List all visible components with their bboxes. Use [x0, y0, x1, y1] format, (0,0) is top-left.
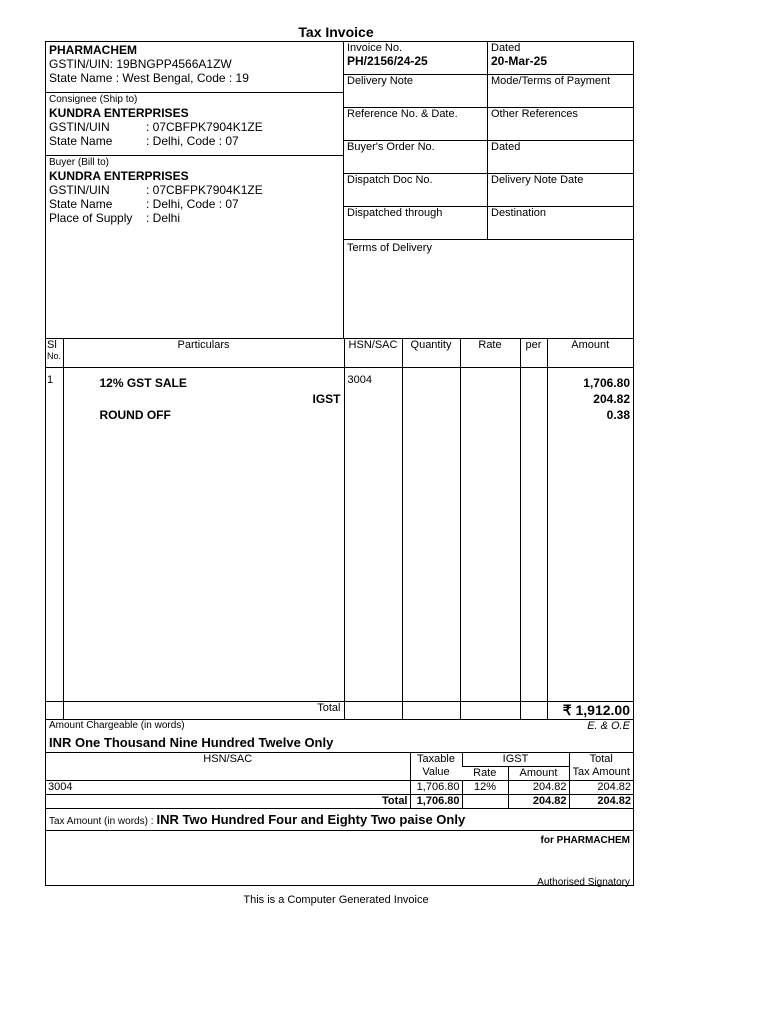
tax-row-total: 204.82 [569, 780, 633, 794]
tax-words-row [46, 808, 633, 831]
tax-hsn-header: HSN/SAC [46, 753, 410, 781]
tax-row-taxable: 1,706.80 [410, 780, 462, 794]
seller-block [46, 42, 343, 93]
tax-summary-table [46, 753, 633, 808]
consignee-name: KUNDRA ENTERPRISES [49, 106, 189, 120]
amount-header: Amount [547, 339, 633, 367]
consignee-label: Consignee (Ship to) [49, 94, 138, 105]
round-off-amount: 0.38 [606, 407, 630, 422]
per-header: per [520, 339, 547, 367]
tax-row-amount: 204.82 [508, 780, 569, 794]
items-section [46, 338, 633, 891]
destination-label: Destination [491, 207, 547, 219]
round-off-description: ROUND OFF [99, 407, 171, 422]
meta-row-dispatched [344, 207, 633, 240]
taxable-header-2: Value [422, 766, 450, 778]
buyer-gstin-value: : 07CBFPK7904K1ZE [146, 183, 263, 197]
consignee-gstin-key: GSTIN/UIN [49, 120, 110, 134]
tax-amount-in-words: INR Two Hundred Four and Eighty Two paise Only [156, 811, 466, 827]
amount-words-label-row [46, 720, 633, 732]
signature-block [46, 831, 633, 891]
meta-row-dispatch [344, 174, 633, 207]
igst-header: IGST [462, 753, 569, 767]
meta-row-invoice [344, 42, 633, 75]
sl-header: Sl [47, 339, 57, 351]
item-hsn: 3004 [344, 367, 402, 701]
taxable-header-1: Taxable [417, 753, 455, 765]
authorised-signatory: Authorised Signatory [537, 876, 630, 888]
consignee-gstin-value: : 07CBFPK7904K1ZE [146, 120, 263, 134]
item-description: 12% GST SALE [99, 375, 187, 390]
buyer-state-key: State Name [49, 197, 113, 211]
party-details [46, 42, 344, 338]
seller-state: State Name : West Bengal, Code : 19 [49, 71, 249, 85]
amount-words-label: Amount Chargeable (in words) [49, 719, 185, 731]
items-total-row [46, 701, 633, 719]
tax-row [46, 780, 633, 794]
invoice-no-value: PH/2156/24-25 [347, 54, 428, 68]
place-of-supply-value: : Delhi [146, 211, 181, 225]
buyer-label: Buyer (Bill to) [49, 157, 110, 168]
items-table [46, 339, 633, 720]
quantity-header: Quantity [402, 339, 460, 367]
tax-total-taxable: 1,706.80 [410, 794, 462, 808]
items-total-label: Total [63, 701, 344, 719]
grand-total: ₹ 1,912.00 [547, 701, 633, 719]
total-tax-header-1: Total [589, 753, 613, 765]
invoice-meta [344, 42, 633, 256]
igst-rate-header: Rate [462, 766, 508, 780]
hsn-header: HSN/SAC [344, 339, 402, 367]
meta-row-reference [344, 108, 633, 141]
dispatched-through-label: Dispatched through [344, 207, 488, 239]
meta-row-delivery [344, 75, 633, 108]
particulars-header: Particulars [63, 339, 344, 367]
tax-total-label: Total [382, 794, 408, 807]
dated-value: 20-Mar-25 [491, 54, 548, 68]
consignee-block [46, 93, 343, 156]
igst-amount-header: Amount [508, 766, 569, 780]
buyer-block [46, 156, 343, 226]
total-tax-header-2: Tax Amount [572, 766, 630, 778]
amount-in-words: INR One Thousand Nine Hundred Twelve Only [46, 732, 633, 753]
seller-name: PHARMACHEM [49, 43, 137, 57]
buyers-order-label: Buyer's Order No. [344, 141, 488, 173]
place-of-supply-key: Place of Supply [49, 211, 133, 225]
seller-gstin: GSTIN/UIN: 19BNGPP4566A1ZW [49, 57, 232, 71]
tax-total-amount: 204.82 [508, 794, 569, 808]
sl-no-header: No. [47, 351, 62, 361]
eoe-label: E. & O.E [587, 719, 630, 732]
delivery-note-label: Delivery Note [344, 75, 488, 107]
consignee-state-value: : Delhi, Code : 07 [146, 134, 239, 148]
items-body-row [46, 367, 633, 701]
for-company: for PHARMACHEM [540, 834, 630, 846]
tax-words-label: Tax Amount (in words) : [49, 815, 154, 827]
igst-description: IGST [312, 391, 341, 406]
rate-header: Rate [460, 339, 520, 367]
mode-terms-label: Mode/Terms of Payment [491, 75, 611, 87]
tax-row-hsn: 3004 [46, 780, 410, 794]
dispatch-doc-label: Dispatch Doc No. [344, 174, 488, 206]
buyer-state-value: : Delhi, Code : 07 [146, 197, 239, 211]
invoice-no-label: Invoice No. [347, 42, 403, 54]
terms-of-delivery-label: Terms of Delivery [347, 242, 432, 254]
items-header-row [46, 339, 633, 367]
order-dated-label: Dated [491, 141, 521, 153]
tax-total-total: 204.82 [569, 794, 633, 808]
meta-row-order [344, 141, 633, 174]
igst-amount: 204.82 [593, 391, 630, 406]
other-references-label: Other References [491, 108, 578, 120]
sl-value: 1 [47, 373, 54, 386]
buyer-name: KUNDRA ENTERPRISES [49, 169, 189, 183]
reference-label: Reference No. & Date. [344, 108, 488, 140]
buyer-gstin-key: GSTIN/UIN [49, 183, 110, 197]
invoice-title: Tax Invoice [298, 24, 374, 40]
tax-total-row [46, 794, 633, 808]
invoice-sheet [45, 41, 634, 886]
computer-generated-note: This is a Computer Generated Invoice [243, 894, 429, 906]
tax-row-rate: 12% [462, 780, 508, 794]
consignee-state-key: State Name [49, 134, 113, 148]
delivery-note-date-label: Delivery Note Date [491, 174, 584, 186]
item-amount: 1,706.80 [583, 375, 630, 390]
dated-label: Dated [491, 42, 521, 54]
